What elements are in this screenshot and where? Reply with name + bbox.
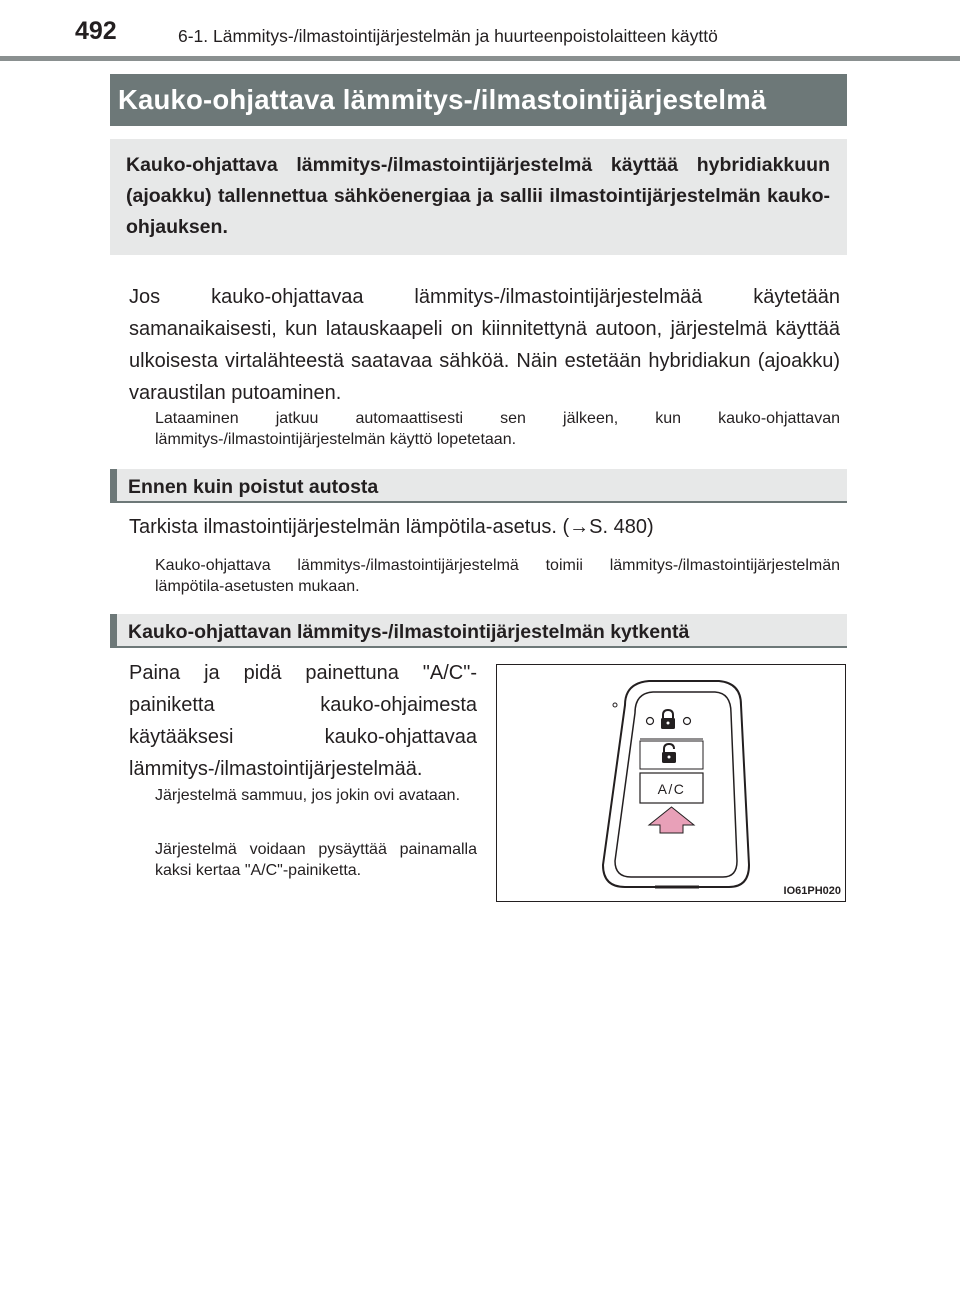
instruction-text: Tarkista ilmastointijärjestelmän lämpötila-asetus. ( bbox=[129, 516, 570, 538]
header-rule bbox=[0, 56, 960, 61]
page-reference-link[interactable]: S. 480 bbox=[589, 516, 647, 538]
body-paragraph: Jos kauko-ohjattavaa lämmitys-/ilmastointijärjestelmää käytetään samanaikaisesti, kun latauskaapeli on kiinnitettynä autoon, järjestelmä käyttää ulkoisesta virtalähteestä saatavaa sähköä. Näin estetään hybridiakun (ajoakku) varaustilan putoaminen. bbox=[129, 286, 840, 404]
body-paragraph: Paina ja pidä painettuna "A/C"-painiketta kauko-ohjaimesta käytääksesi kauko-ohjattavaa lämmitys-/ilmastointijärjestelmää. bbox=[129, 662, 477, 780]
ac-button[interactable] bbox=[640, 773, 703, 803]
page-number: 492 bbox=[75, 17, 117, 45]
reference-arrow-icon: → bbox=[569, 516, 590, 538]
section-header-bar bbox=[110, 614, 117, 648]
figure-frame bbox=[496, 664, 846, 902]
fob-keyring-dot bbox=[613, 703, 617, 707]
body-paragraph bbox=[129, 511, 840, 543]
instruction-text-end: ) bbox=[646, 516, 654, 538]
figure-code: IO61PH020 bbox=[783, 885, 841, 897]
note-paragraph: Järjestelmä voidaan pysäyttää painamalla kaksi kertaa "A/C"-painiketta. bbox=[155, 841, 477, 879]
note-paragraph: Kauko-ohjattava lämmitys-/ilmastointijärjestelmä toimii lämmitys-/ilmastointijärjestelmän lämpötila-asetusten mukaan. bbox=[155, 557, 840, 595]
running-header: 6-1. Lämmitys-/ilmastointijärjestelmän ja huurteenpoistolaitteen käyttö bbox=[178, 26, 718, 46]
ac-button-label: A/C bbox=[657, 781, 686, 797]
section-header-bar bbox=[110, 469, 117, 503]
intro-text: Kauko-ohjattava lämmitys-/ilmastointijärjestelmä käyttää hybridiakkuun (ajoakku) tallennettua sähköenergiaa ja sallii ilmastointijärjestelmän kauko-ohjauksen. bbox=[126, 154, 830, 238]
unlock-button[interactable] bbox=[640, 741, 703, 769]
note-paragraph: Järjestelmä sammuu, jos jokin ovi avataan. bbox=[155, 787, 461, 804]
note-paragraph: Lataaminen jatkuu automaattisesti sen jälkeen, kun kauko-ohjattavan lämmitys-/ilmastointijärjestelmän käyttö lopetetaan. bbox=[155, 410, 840, 448]
section-heading-activation: Kauko-ohjattavan lämmitys-/ilmastointijärjestelmän kytkentä bbox=[128, 621, 690, 643]
section-heading-before-leaving: Ennen kuin poistut autosta bbox=[128, 476, 379, 498]
page-title: Kauko-ohjattava lämmitys-/ilmastointijärjestelmä bbox=[118, 84, 767, 115]
key-fob-illustration bbox=[497, 665, 844, 900]
